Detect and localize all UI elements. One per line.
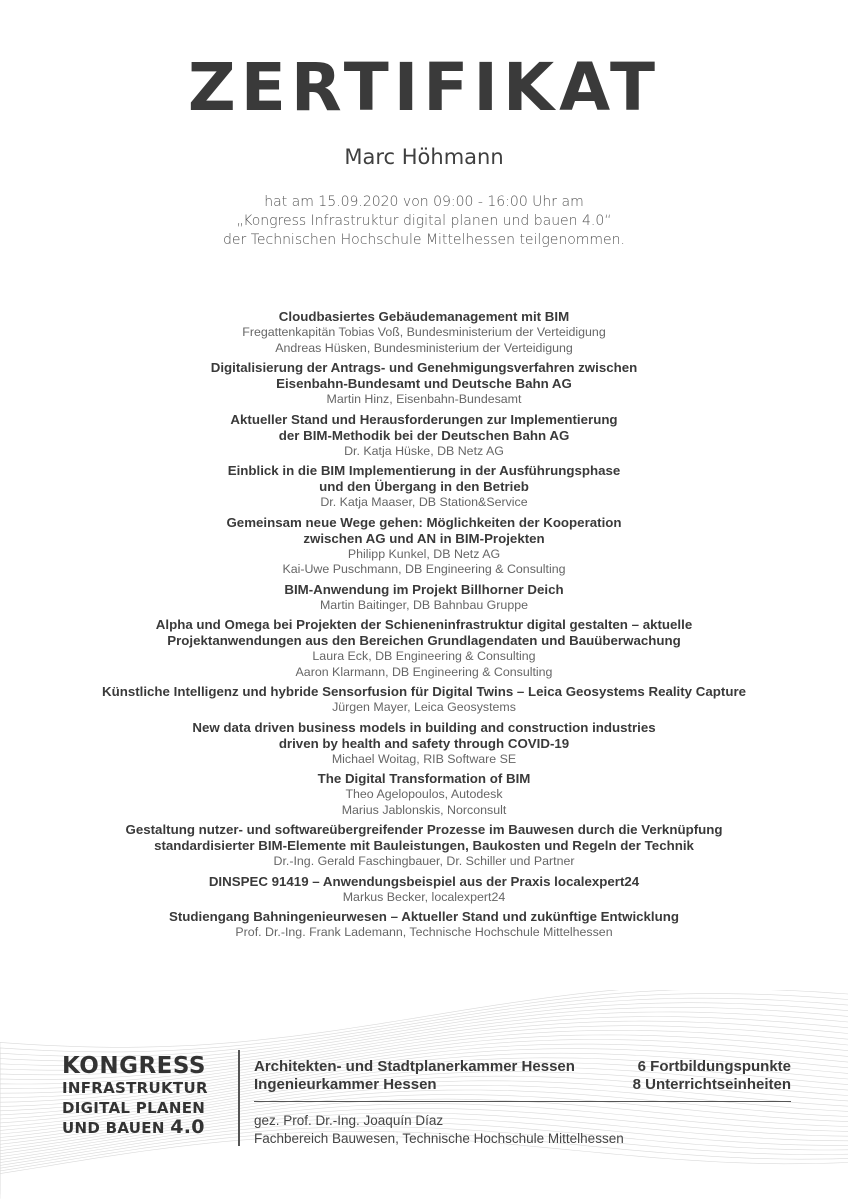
talk-title: Einblick in die BIM Implementierung in der Ausführungsphase	[227, 463, 621, 478]
talk-title: driven by health and safety through COVID-19	[278, 735, 570, 751]
credit-points	[633, 1058, 791, 1094]
talk-title: Künstliche Intelligenz und hybride Sensorfusion für Digital Twins – Leica Geosystems Reality Capture	[101, 684, 747, 699]
signatory-name: gez. Prof. Dr.-Ing. Joaquín Díaz	[254, 1113, 444, 1128]
talk-item	[0, 822, 848, 870]
talk-title: Digitalisierung der Antrags- und Genehmigungsverfahren zwischen	[210, 360, 638, 375]
talk-title: Projektanwendungen aus den Bereichen Grundlagendaten und Bauüberwachung	[167, 633, 681, 648]
talk-item	[0, 412, 848, 460]
signatory-department: Fachbereich Bauwesen, Technische Hochschule Mittelhessen	[254, 1131, 624, 1146]
talk-item	[0, 515, 848, 578]
talk-title: der BIM-Methodik bei der Deutschen Bahn AG	[278, 427, 570, 443]
talk-title: Studiengang Bahningenieurwesen – Aktueller Stand und zukünftige Entwicklung	[168, 909, 679, 924]
signature-block	[254, 1112, 624, 1148]
talk-item	[0, 309, 848, 356]
talk-title: Gemeinsam neue Wege gehen: Möglichkeiten der Kooperation	[226, 514, 622, 530]
intro-line: „Kongress Infrastruktur digital planen und bauen 4.0“	[236, 213, 612, 229]
talk-speaker: Kai-Uwe Puschmann, DB Engineering & Consulting	[282, 562, 566, 576]
talk-speaker: Michael Woitag, RIB Software SE	[331, 751, 517, 766]
talk-list	[0, 309, 848, 945]
talk-title: und den Übergang in den Betrieb	[319, 479, 529, 494]
talk-title: New data driven business models in building and construction industries	[192, 719, 656, 735]
talk-item	[0, 771, 848, 818]
teaching-units-value: 8 Unterrichtseinheiten	[632, 1076, 791, 1093]
talk-speaker: Aaron Klarmann, DB Engineering & Consulting	[295, 664, 553, 679]
intro-line: hat am 15.09.2020 von 09:00 - 16:00 Uhr am	[264, 194, 584, 210]
talk-item	[0, 617, 848, 680]
talk-speaker: Martin Baitinger, DB Bahnbau Gruppe	[319, 597, 528, 612]
talk-speaker: Martin Hinz, Eisenbahn-Bundesamt	[326, 392, 522, 406]
logo-line	[62, 1118, 208, 1139]
talk-speaker: Philipp Kunkel, DB Netz AG	[347, 546, 501, 561]
footer-vertical-divider	[238, 1050, 240, 1146]
talk-speaker: Dr. Katja Maaser, DB Station&Service	[320, 495, 528, 509]
talk-title: Alpha und Omega bei Projekten der Schieneninfrastruktur digital gestalten – aktuelle	[155, 617, 693, 632]
accrediting-chambers	[254, 1058, 575, 1094]
talk-title: Aktueller Stand und Herausforderungen zur Implementierung	[230, 411, 618, 427]
talk-speaker: Jürgen Mayer, Leica Geosystems	[332, 700, 516, 714]
talk-speaker: Theo Agelopoulos, Autodesk	[345, 787, 503, 801]
logo-text: UND BAUEN	[62, 1119, 171, 1137]
participant-name: Marc Höhmann	[344, 145, 504, 169]
chamber-name: Architekten- und Stadtplanerkammer Hessen	[254, 1058, 575, 1075]
kongress-logo	[62, 1054, 208, 1139]
talk-item	[0, 360, 848, 408]
intro-text	[0, 193, 848, 250]
talk-speaker: Dr.-Ing. Gerald Faschingbauer, Dr. Schiller und Partner	[273, 854, 575, 868]
talk-title: Gestaltung nutzer- und softwareübergreifender Prozesse im Bauwesen durch die Verknüpfung	[125, 822, 723, 837]
talk-title: standardisierter BIM-Elemente mit Bauleistungen, Baukosten und Regeln der Technik	[154, 838, 694, 853]
logo-version: 4.0	[170, 1116, 205, 1138]
talk-item	[0, 874, 848, 906]
talk-speaker: Andreas Hüsken, Bundesministerium der Verteidigung	[275, 340, 573, 355]
talk-item	[0, 720, 848, 768]
talk-title: Cloudbasiertes Gebäudemanagement mit BIM	[278, 309, 570, 324]
talk-title: The Digital Transformation of BIM	[317, 771, 531, 786]
logo-line: INFRASTRUKTUR	[62, 1079, 208, 1097]
talk-title: zwischen AG und AN in BIM-Projekten	[303, 530, 545, 546]
talk-speaker: Markus Becker, localexpert24	[342, 889, 506, 904]
talk-item	[0, 463, 848, 511]
credit-points-value: 6 Fortbildungspunkte	[637, 1058, 791, 1075]
wave-line	[0, 990, 848, 1060]
talk-speaker: Marius Jablonskis, Norconsult	[341, 802, 507, 817]
intro-line: der Technischen Hochschule Mittelhessen teilgenommen.	[223, 232, 625, 248]
certificate-title: ZERTIFIKAT	[187, 49, 661, 126]
talk-speaker: Dr. Katja Hüske, DB Netz AG	[344, 443, 504, 458]
talk-speaker: Fregattenkapitän Tobias Voß, Bundesministerium der Verteidigung	[242, 325, 606, 339]
talk-item	[0, 582, 848, 614]
chamber-name: Ingenieurkammer Hessen	[254, 1076, 437, 1093]
talk-speaker: Laura Eck, DB Engineering & Consulting	[312, 649, 536, 663]
talk-title: DINSPEC 91419 – Anwendungsbeispiel aus der Praxis localexpert24	[208, 873, 640, 889]
talk-title: Eisenbahn-Bundesamt und Deutsche Bahn AG	[276, 376, 572, 391]
footer-horizontal-divider	[254, 1101, 791, 1102]
talk-title: BIM-Anwendung im Projekt Billhorner Deich	[284, 581, 564, 597]
talk-item	[0, 909, 848, 941]
logo-line: DIGITAL PLANEN	[62, 1098, 206, 1117]
talk-speaker: Prof. Dr.-Ing. Frank Lademann, Technische Hochschule Mittelhessen	[235, 925, 613, 939]
talk-item	[0, 684, 848, 716]
logo-line: KONGRESS	[62, 1053, 206, 1079]
